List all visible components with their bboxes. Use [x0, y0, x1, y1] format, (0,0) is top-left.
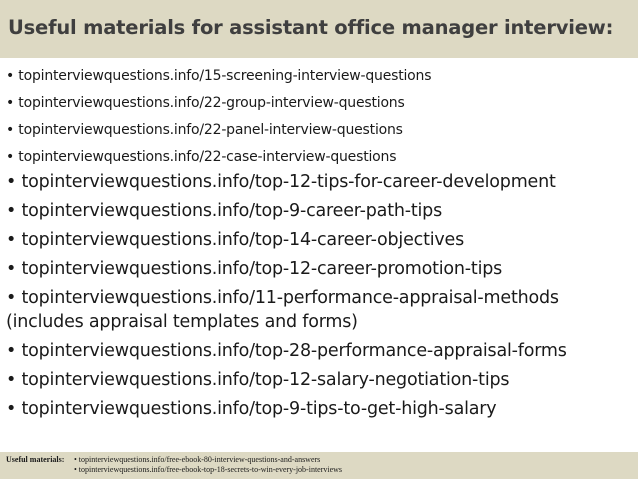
- footer-label: Useful materials:: [6, 455, 65, 464]
- link-career-promotion-tips[interactable]: • topinterviewquestions.info/top-12-career-promotion-tips: [6, 259, 503, 279]
- title-bar: [0, 0, 638, 58]
- link-career-objectives[interactable]: • topinterviewquestions.info/top-14-career-objectives: [6, 230, 465, 250]
- link-group-interview-questions[interactable]: • topinterviewquestions.info/22-group-interview-questions: [6, 95, 405, 111]
- link-screening-interview-questions[interactable]: • topinterviewquestions.info/15-screening-interview-questions: [6, 68, 432, 84]
- link-case-interview-questions[interactable]: • topinterviewquestions.info/22-case-interview-questions: [6, 149, 397, 165]
- big-link-list: [6, 170, 567, 426]
- footer-link-ebook-80-questions[interactable]: • topinterviewquestions.info/free-ebook-80-interview-questions-and-answers: [74, 455, 321, 464]
- link-performance-appraisal-forms[interactable]: • topinterviewquestions.info/top-28-performance-appraisal-forms: [6, 341, 567, 361]
- link-performance-appraisal-methods-text: • topinterviewquestions.info/11-performance-appraisal-methods: [6, 288, 559, 308]
- footer-bar: [0, 452, 638, 479]
- link-high-salary-tips[interactable]: • topinterviewquestions.info/top-9-tips-to-get-high-salary: [6, 399, 497, 419]
- link-career-path-tips[interactable]: • topinterviewquestions.info/top-9-career-path-tips: [6, 201, 443, 221]
- link-career-development[interactable]: • topinterviewquestions.info/top-12-tips-for-career-development: [6, 172, 556, 192]
- link-performance-appraisal-methods[interactable]: [6, 286, 567, 334]
- link-panel-interview-questions[interactable]: • topinterviewquestions.info/22-panel-interview-questions: [6, 122, 403, 138]
- footer-link-ebook-18-secrets[interactable]: • topinterviewquestions.info/free-ebook-top-18-secrets-to-win-every-job-interviews: [74, 465, 343, 474]
- slide-title: Useful materials for assistant office manager interview:: [8, 16, 614, 39]
- link-note: (includes appraisal templates and forms): [6, 312, 358, 332]
- small-link-list: [6, 66, 431, 174]
- link-salary-negotiation-tips[interactable]: • topinterviewquestions.info/top-12-salary-negotiation-tips: [6, 370, 510, 390]
